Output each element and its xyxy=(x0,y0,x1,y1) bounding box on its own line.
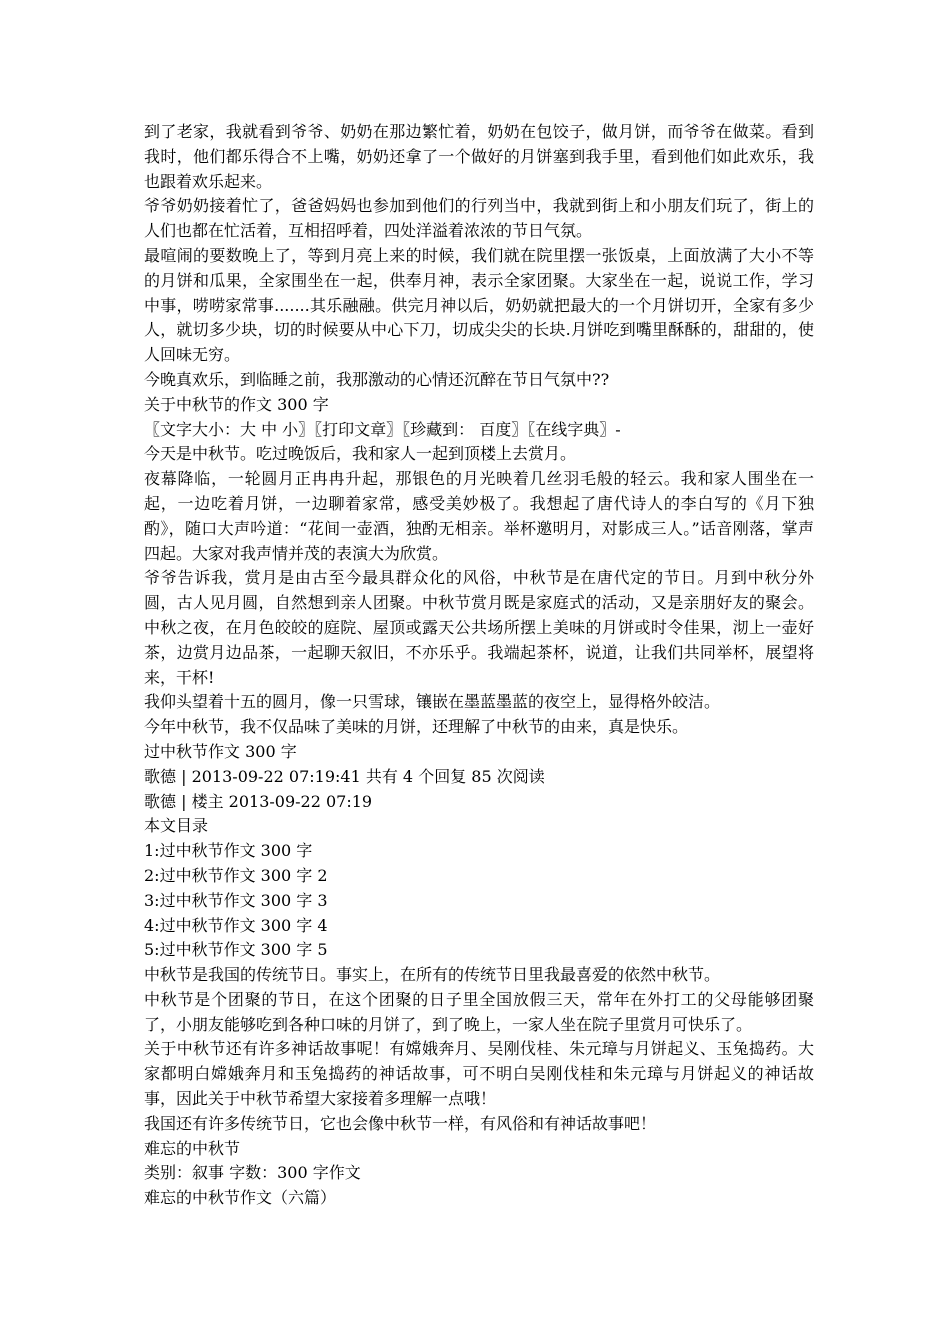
section-title: 难忘的中秋节作文（六篇） xyxy=(144,1188,337,1208)
paragraph: 中秋节是个团聚的节日，在这个团聚的日子里全国放假三天，常年在外打工的父母能够团聚了，小朋友能够吃到各种口味的月饼了，到了晚上，一家人坐在院子里赏月可快乐了。 xyxy=(144,989,814,1034)
section-title: 过中秋节作文 300 字 xyxy=(144,741,297,761)
toc-heading: 本文目录 xyxy=(144,816,209,836)
toc-item: 1:过中秋节作文 300 字 xyxy=(144,841,313,861)
paragraph: 今年中秋节，我不仅品味了美味的月饼，还理解了中秋节的由来，真是快乐。 xyxy=(144,717,689,737)
paragraph: 爷爷奶奶接着忙了，爸爸妈妈也参加到他们的行列当中，我就到街上和小朋友们玩了，街上的人们也都在忙活着，互相招呼着，四处洋溢着浓浓的节日气氛。 xyxy=(144,196,814,241)
section-title: 难忘的中秋节 xyxy=(144,1138,241,1158)
paragraph: 我仰头望着十五的圆月，像一只雪球，镶嵌在墨蓝墨蓝的夜空上，显得格外皎洁。 xyxy=(144,692,721,712)
paragraph: 关于中秋节还有许多神话故事呢！有嫦娥奔月、吴刚伐桂、朱元璋与月饼起义、玉兔捣药。大家都明白嫦娥奔月和玉兔捣药的神话故事，可不明白吴刚伐桂和朱元璋与月饼起义的神话故事，因此关于中秋节希望大家接着多理解一点哦！ xyxy=(144,1039,814,1109)
paragraph: 中秋节是我国的传统节日。事实上，在所有的传统节日里我最喜爱的依然中秋节。 xyxy=(144,965,721,985)
toc-item: 3:过中秋节作文 300 字 3 xyxy=(144,890,328,910)
toc-item: 2:过中秋节作文 300 字 2 xyxy=(144,865,328,885)
toc-item: 4:过中秋节作文 300 字 4 xyxy=(144,915,328,935)
toolbar-line: 〖文字大小：大 中 小〗〖打印文章〗〖珍藏到： 百度〗〖在线字典〗- xyxy=(144,419,621,439)
toc-item: 5:过中秋节作文 300 字 5 xyxy=(144,940,328,960)
paragraph: 爷爷告诉我，赏月是由古至今最具群众化的风俗，中秋节是在唐代定的节日。月到中秋分外圆，古人见月圆，自然想到亲人团聚。中秋节赏月既是家庭式的活动，又是亲朋好友的聚会。中秋之夜，在月色皎皎的庭院、屋顶或露天公共场所摆上美味的月饼或时令佳果，沏上一壶好茶，边赏月边品茶，一起聊天叙旧，不亦乐乎。我端起茶杯，说道，让我们共同举杯，展望将来，干杯! xyxy=(144,568,814,687)
category-line: 类别：叙事 字数：300 字作文 xyxy=(144,1163,361,1183)
paragraph: 今天是中秋节。吃过晚饭后，我和家人一起到顶楼上去赏月。 xyxy=(144,444,577,464)
paragraph: 夜幕降临，一轮圆月正冉冉升起，那银色的月光映着几丝羽毛般的轻云。我和家人围坐在一起，一边吃着月饼，一边聊着家常，感受美妙极了。我想起了唐代诗人的李白写的《月下独酌》，随口大声吟道：“花间一壶酒，独酌无相亲。举杯邀明月，对影成三人。”话音刚落，掌声四起。大家对我声情并茂的表演大为欣赏。 xyxy=(144,469,814,563)
paragraph: 最喧闹的要数晚上了，等到月亮上来的时候，我们就在院里摆一张饭桌，上面放满了大小不等的月饼和瓜果，全家围坐在一起，供奉月神，表示全家团聚。大家坐在一起，说说工作，学习中事，唠唠家常事.......其乐融融。供完月神以后，奶奶就把最大的一个月饼切开，全家有多少人，就切多少块，切的时候要从中心下刀，切成尖尖的长块.月饼吃到嘴里酥酥的，甜甜的，使人回味无穷。 xyxy=(144,245,814,365)
document-body xyxy=(144,120,814,1211)
paragraph: 到了老家，我就看到爷爷、奶奶在那边繁忙着，奶奶在包饺子，做月饼，而爷爷在做菜。看到我时，他们都乐得合不上嘴，奶奶还拿了一个做好的月饼塞到我手里，看到他们如此欢乐，我也跟着欢乐起来。 xyxy=(144,122,814,191)
post-meta: 歌德 | 2013-09-22 07:19:41 共有 4 个回复 85 次阅读 xyxy=(144,766,545,786)
section-title: 关于中秋节的作文 300 字 xyxy=(144,394,329,414)
post-meta: 歌德 | 楼主 2013-09-22 07:19 xyxy=(144,791,373,811)
paragraph: 今晚真欢乐，到临睡之前，我那激动的心情还沉醉在节日气氛中?? xyxy=(144,369,610,389)
paragraph: 我国还有许多传统节日，它也会像中秋节一样，有风俗和有神话故事吧！ xyxy=(144,1113,657,1133)
